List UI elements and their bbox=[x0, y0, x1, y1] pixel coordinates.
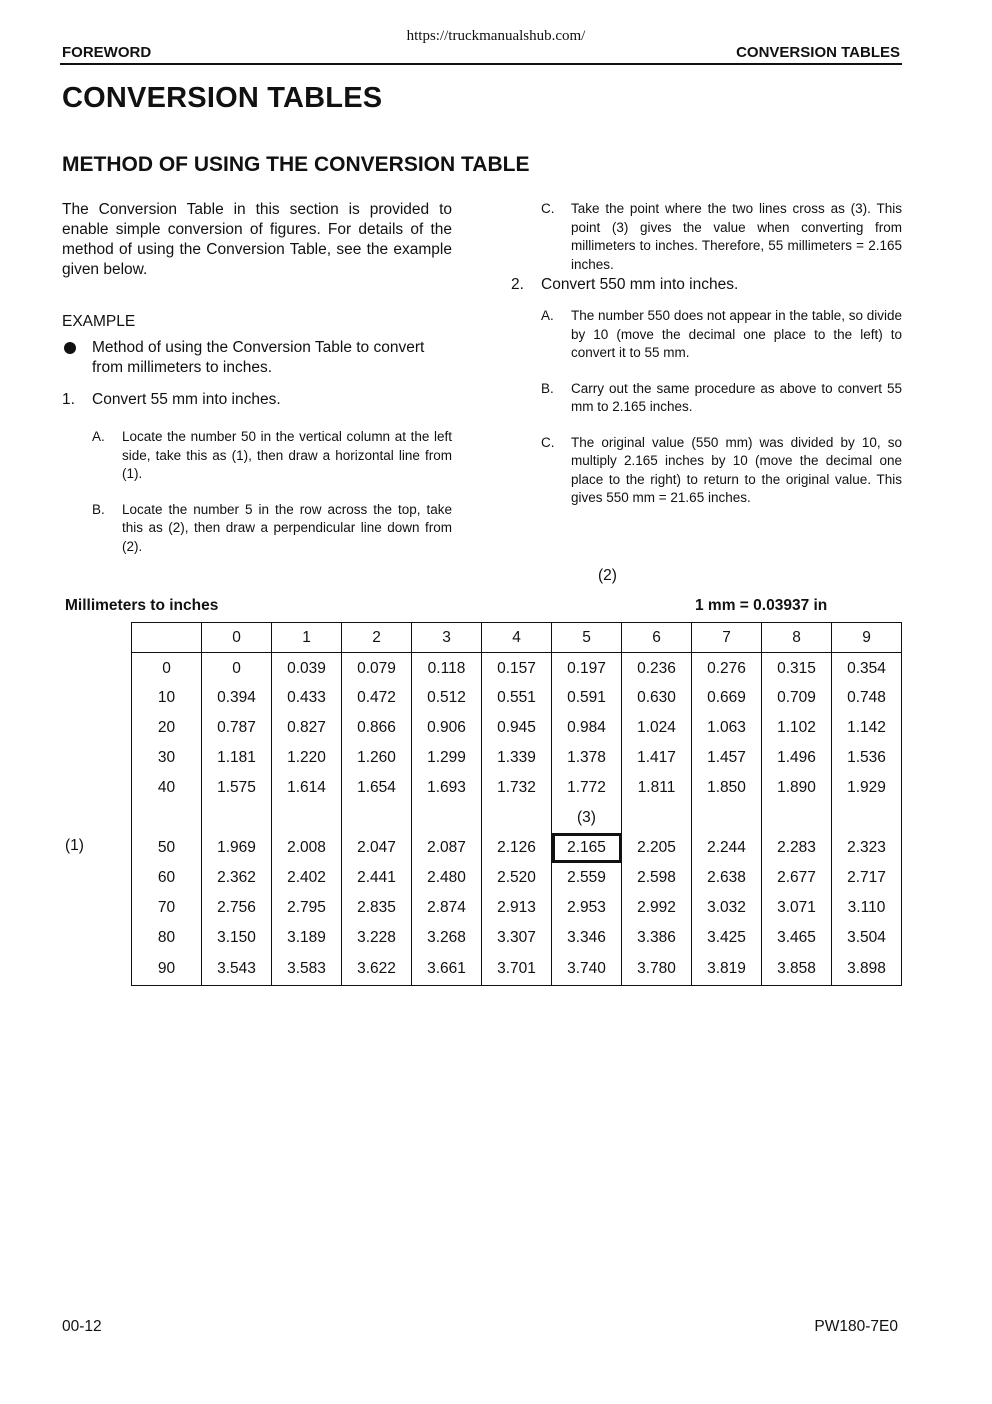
empty-cell bbox=[342, 803, 412, 833]
column-header: 6 bbox=[622, 623, 692, 653]
table-cell: 0.039 bbox=[272, 653, 342, 683]
empty-cell bbox=[832, 803, 902, 833]
table-cell: 2.205 bbox=[622, 833, 692, 863]
row-header: 20 bbox=[132, 713, 202, 743]
table-cell: 2.402 bbox=[272, 863, 342, 893]
table-cell: 3.504 bbox=[832, 923, 902, 953]
step-1-b-text: Locate the number 5 in the row across the top, take this as (2), then draw a perpendicular line down from (2). bbox=[122, 501, 452, 554]
table-cell: 0.236 bbox=[622, 653, 692, 683]
table-cell: 0 bbox=[202, 653, 272, 683]
step-2-c bbox=[541, 434, 902, 508]
table-cell: 1.850 bbox=[692, 773, 762, 803]
table-cell: 0.748 bbox=[832, 683, 902, 713]
step-2-b-label: B. bbox=[541, 380, 554, 396]
step-2-a bbox=[541, 307, 902, 363]
header-chapter: CONVERSION TABLES bbox=[736, 44, 900, 61]
table-row bbox=[132, 743, 902, 773]
marker-1: (1) bbox=[65, 837, 84, 854]
table-cell: 0.709 bbox=[762, 683, 832, 713]
table-cell: 1.181 bbox=[202, 743, 272, 773]
table-cell: 0.591 bbox=[552, 683, 622, 713]
table-cell: 3.780 bbox=[622, 953, 692, 986]
table-cell: 1.417 bbox=[622, 743, 692, 773]
table-cell: 2.992 bbox=[622, 893, 692, 923]
table-cell: 3.583 bbox=[272, 953, 342, 986]
table-cell: 0.433 bbox=[272, 683, 342, 713]
step-2-a-text: The number 550 does not appear in the table, so divide by 10 (move the decimal one place to the left) to convert it to 55 mm. bbox=[571, 308, 902, 360]
table-cell: 3.622 bbox=[342, 953, 412, 986]
step-1-c bbox=[541, 200, 902, 274]
step-1-c-text: Take the point where the two lines cross as (3). This point (3) gives the value when converting from millimeters to inches. Therefore, 55 millimeters = 2.165 inches. bbox=[571, 201, 902, 272]
table-row bbox=[132, 893, 902, 923]
column-header: 5 bbox=[552, 623, 622, 653]
left-column bbox=[62, 200, 452, 556]
empty-cell bbox=[762, 803, 832, 833]
conversion-table bbox=[131, 622, 902, 986]
table-cell: 2.480 bbox=[412, 863, 482, 893]
table-cell: 2.087 bbox=[412, 833, 482, 863]
table-row bbox=[132, 653, 902, 683]
table-cell: 1.260 bbox=[342, 743, 412, 773]
table-cell: 0.118 bbox=[412, 653, 482, 683]
empty-cell bbox=[622, 803, 692, 833]
table-cell: 1.457 bbox=[692, 743, 762, 773]
step-1-a-text: Locate the number 50 in the vertical column at the left side, take this as (1), then draw a horizontal line from (1). bbox=[122, 429, 452, 481]
intro-paragraph: The Conversion Table in this section is provided to enable simple conversion of figures. For details of the method of using the Conversion Table, see the example given below. bbox=[62, 201, 452, 278]
column-header: 0 bbox=[202, 623, 272, 653]
table-row bbox=[132, 923, 902, 953]
table-cell: 0.866 bbox=[342, 713, 412, 743]
table-cell: 3.228 bbox=[342, 923, 412, 953]
step-1-a-label: A. bbox=[92, 429, 105, 444]
table-cell: 0.787 bbox=[202, 713, 272, 743]
table-cell: 3.858 bbox=[762, 953, 832, 986]
page-title: CONVERSION TABLES bbox=[62, 82, 383, 114]
step-2-b bbox=[541, 380, 902, 417]
table-cell: 2.953 bbox=[552, 893, 622, 923]
table-cell: 1.929 bbox=[832, 773, 902, 803]
table-cell: 0.551 bbox=[482, 683, 552, 713]
step-2 bbox=[511, 275, 902, 295]
table-cell: 2.598 bbox=[622, 863, 692, 893]
highlighted-cell: 2.165 bbox=[552, 833, 622, 863]
table-cell: 2.874 bbox=[412, 893, 482, 923]
row-header: 60 bbox=[132, 863, 202, 893]
table-cell: 3.898 bbox=[832, 953, 902, 986]
table-cell: 1.575 bbox=[202, 773, 272, 803]
table-cell: 3.110 bbox=[832, 893, 902, 923]
step-1-a bbox=[92, 428, 452, 484]
step-2-text: Convert 550 mm into inches. bbox=[541, 276, 739, 293]
table-cell: 2.244 bbox=[692, 833, 762, 863]
table-cell: 0.669 bbox=[692, 683, 762, 713]
header-rule bbox=[60, 63, 902, 65]
step-1-b bbox=[92, 501, 452, 557]
example-label: EXAMPLE bbox=[62, 313, 136, 330]
row-header: 50 bbox=[132, 833, 202, 863]
table-cell: 3.740 bbox=[552, 953, 622, 986]
table-cell: 1.220 bbox=[272, 743, 342, 773]
step-1-c-label: C. bbox=[541, 201, 555, 216]
table-cell: 1.378 bbox=[552, 743, 622, 773]
table-cell: 3.071 bbox=[762, 893, 832, 923]
table-cell: 3.425 bbox=[692, 923, 762, 953]
step-1-b-label: B. bbox=[92, 501, 105, 517]
table-row bbox=[132, 713, 902, 743]
step-2-b-text: Carry out the same procedure as above to convert 55 mm to 2.165 inches. bbox=[571, 380, 902, 414]
conversion-rate: 1 mm = 0.03937 in bbox=[695, 597, 828, 614]
table-cell: 1.496 bbox=[762, 743, 832, 773]
table-cell: 0.512 bbox=[412, 683, 482, 713]
table-row bbox=[132, 773, 902, 803]
table-cell: 1.536 bbox=[832, 743, 902, 773]
step-1 bbox=[62, 390, 452, 410]
row-header: 30 bbox=[132, 743, 202, 773]
step-2-a-label: A. bbox=[541, 308, 554, 323]
empty-cell bbox=[482, 803, 552, 833]
table-cell: 2.717 bbox=[832, 863, 902, 893]
table-cell: 0.197 bbox=[552, 653, 622, 683]
row-header: 70 bbox=[132, 893, 202, 923]
table-cell: 1.339 bbox=[482, 743, 552, 773]
table-cell: 2.677 bbox=[762, 863, 832, 893]
table-row bbox=[132, 683, 902, 713]
table-cell: 1.732 bbox=[482, 773, 552, 803]
table-cell: 3.032 bbox=[692, 893, 762, 923]
table-cell: 0.394 bbox=[202, 683, 272, 713]
table-cell: 0.984 bbox=[552, 713, 622, 743]
table-cell: 2.323 bbox=[832, 833, 902, 863]
marker-3: (3) bbox=[552, 803, 622, 833]
table-cell: 2.638 bbox=[692, 863, 762, 893]
table-cell: 3.346 bbox=[552, 923, 622, 953]
row-header: 90 bbox=[132, 953, 202, 986]
column-header: 4 bbox=[482, 623, 552, 653]
table-cell: 2.362 bbox=[202, 863, 272, 893]
table-cell: 3.661 bbox=[412, 953, 482, 986]
row-header: 0 bbox=[132, 653, 202, 683]
model-code: PW180-7E0 bbox=[814, 1318, 898, 1335]
table-cell: 0.315 bbox=[762, 653, 832, 683]
table-cell: 3.543 bbox=[202, 953, 272, 986]
table-title: Millimeters to inches bbox=[65, 597, 219, 614]
table-cell: 3.465 bbox=[762, 923, 832, 953]
table-cell: 2.559 bbox=[552, 863, 622, 893]
table-cell: 3.268 bbox=[412, 923, 482, 953]
table-cell: 2.913 bbox=[482, 893, 552, 923]
table-cell: 0.906 bbox=[412, 713, 482, 743]
table-cell: 0.630 bbox=[622, 683, 692, 713]
table-cell: 0.827 bbox=[272, 713, 342, 743]
table-cell: 1.654 bbox=[342, 773, 412, 803]
row-header: 10 bbox=[132, 683, 202, 713]
column-header: 9 bbox=[832, 623, 902, 653]
empty-cell bbox=[132, 803, 202, 833]
table-cell: 2.835 bbox=[342, 893, 412, 923]
right-column bbox=[511, 200, 902, 508]
empty-cell bbox=[272, 803, 342, 833]
header-section: FOREWORD bbox=[62, 44, 152, 61]
column-header: 8 bbox=[762, 623, 832, 653]
table-cell: 2.126 bbox=[482, 833, 552, 863]
table-cell: 3.701 bbox=[482, 953, 552, 986]
table-cell: 1.614 bbox=[272, 773, 342, 803]
table-row bbox=[132, 833, 902, 863]
table-cell: 1.969 bbox=[202, 833, 272, 863]
bullet-icon bbox=[64, 342, 76, 354]
column-header: 1 bbox=[272, 623, 342, 653]
marker-row bbox=[132, 803, 902, 833]
table-cell: 2.756 bbox=[202, 893, 272, 923]
table-cell: 1.142 bbox=[832, 713, 902, 743]
table-cell: 1.772 bbox=[552, 773, 622, 803]
table-cell: 0.157 bbox=[482, 653, 552, 683]
page-number: 00-12 bbox=[62, 1318, 102, 1335]
marker-2: (2) bbox=[598, 567, 617, 584]
table-cell: 2.047 bbox=[342, 833, 412, 863]
table-cell: 2.795 bbox=[272, 893, 342, 923]
table-cell: 3.819 bbox=[692, 953, 762, 986]
section-subtitle: METHOD OF USING THE CONVERSION TABLE bbox=[62, 153, 530, 176]
bullet-text: Method of using the Conversion Table to convert from millimeters to inches. bbox=[92, 339, 425, 376]
table-cell: 0.276 bbox=[692, 653, 762, 683]
table-row bbox=[132, 953, 902, 986]
table-cell: 1.063 bbox=[692, 713, 762, 743]
table-cell: 2.441 bbox=[342, 863, 412, 893]
step-2-c-label: C. bbox=[541, 434, 555, 450]
step-2-c-text: The original value (550 mm) was divided by 10, so multiply 2.165 inches by 10 (move the decimal one place to the right) to return to the original value. This gives 550 mm = 21.65 inches. bbox=[571, 434, 902, 505]
column-header: 3 bbox=[412, 623, 482, 653]
table-row bbox=[132, 863, 902, 893]
table-cell: 1.024 bbox=[622, 713, 692, 743]
column-header: 2 bbox=[342, 623, 412, 653]
table-cell: 3.189 bbox=[272, 923, 342, 953]
source-url: https://truckmanualshub.com/ bbox=[406, 28, 586, 44]
empty-cell bbox=[692, 803, 762, 833]
table-cell: 0.354 bbox=[832, 653, 902, 683]
table-cell: 0.472 bbox=[342, 683, 412, 713]
table-cell: 1.102 bbox=[762, 713, 832, 743]
row-header: 40 bbox=[132, 773, 202, 803]
table-cell: 3.307 bbox=[482, 923, 552, 953]
table-cell: 2.520 bbox=[482, 863, 552, 893]
table-cell: 3.386 bbox=[622, 923, 692, 953]
table-cell: 1.890 bbox=[762, 773, 832, 803]
table-cell: 2.008 bbox=[272, 833, 342, 863]
example-bullet bbox=[62, 338, 452, 378]
column-header: 7 bbox=[692, 623, 762, 653]
table-cell: 1.811 bbox=[622, 773, 692, 803]
empty-cell bbox=[412, 803, 482, 833]
step-1-text: Convert 55 mm into inches. bbox=[92, 391, 281, 408]
row-header: 80 bbox=[132, 923, 202, 953]
table-header-row bbox=[132, 623, 902, 653]
table-cell: 2.283 bbox=[762, 833, 832, 863]
table-cell: 0.079 bbox=[342, 653, 412, 683]
step-2-number: 2. bbox=[511, 276, 524, 293]
table-cell: 3.150 bbox=[202, 923, 272, 953]
empty-cell bbox=[202, 803, 272, 833]
step-1-number: 1. bbox=[62, 391, 75, 408]
table-cell: 1.299 bbox=[412, 743, 482, 773]
corner-cell bbox=[132, 623, 202, 653]
table-cell: 1.693 bbox=[412, 773, 482, 803]
table-cell: 0.945 bbox=[482, 713, 552, 743]
